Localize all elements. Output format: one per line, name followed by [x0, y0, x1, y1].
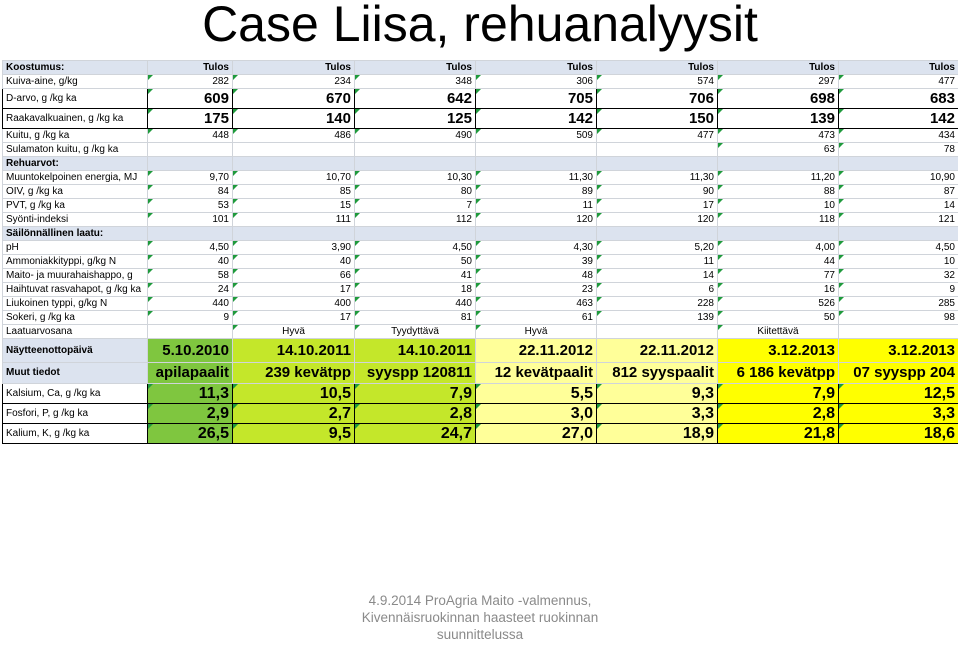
table-cell: 125	[355, 109, 476, 129]
table-cell: Tulos	[476, 61, 597, 75]
table-row	[3, 227, 959, 241]
table-cell	[148, 157, 233, 171]
table-row	[3, 109, 959, 129]
table-cell: 12,5	[839, 384, 959, 404]
footer-line-1: 4.9.2014 ProAgria Maito -valmennus,	[368, 593, 592, 608]
table-cell: 150	[597, 109, 718, 129]
row-label: Kuiva-aine, g/kg	[3, 75, 148, 89]
table-cell	[476, 157, 597, 171]
table-cell: 10,70	[233, 171, 355, 185]
table-cell: 477	[839, 75, 959, 89]
table-cell: 87	[839, 185, 959, 199]
table-cell: 440	[355, 297, 476, 311]
table-cell: 9	[148, 311, 233, 325]
table-cell	[839, 157, 959, 171]
slide-title: Case Liisa, rehuanalyysit	[202, 0, 758, 52]
table-cell: 88	[718, 185, 839, 199]
table-cell: 477	[597, 129, 718, 143]
table-cell: 3,0	[476, 404, 597, 424]
footer-line-2: Kivennäisruokinnan haasteet ruokinnan	[361, 610, 599, 625]
table-cell: 10,90	[839, 171, 959, 185]
row-label: Sokeri, g /kg ka	[3, 311, 148, 325]
table-cell: 41	[355, 269, 476, 283]
row-label: Liukoinen typpi, g/kg N	[3, 297, 148, 311]
feed-analysis-table	[2, 60, 958, 444]
table-row	[3, 311, 959, 325]
table-row	[3, 89, 959, 109]
table-cell: 112	[355, 213, 476, 227]
table-cell: Kiitettävä	[718, 325, 839, 339]
table-row	[3, 424, 959, 444]
row-label: Haihtuvat rasvahapot, g /kg ka	[3, 283, 148, 297]
table-cell: 11,30	[597, 171, 718, 185]
table-cell: 463	[476, 297, 597, 311]
table-cell: 2,8	[718, 404, 839, 424]
table-cell: 21,8	[718, 424, 839, 444]
table-cell	[476, 143, 597, 157]
table-cell	[597, 143, 718, 157]
row-label: D-arvo, g /kg ka	[3, 89, 148, 109]
table-cell: 698	[718, 89, 839, 109]
table-cell: 98	[839, 311, 959, 325]
table-cell	[148, 143, 233, 157]
row-label: Muut tiedot	[3, 363, 148, 384]
table-cell: 642	[355, 89, 476, 109]
table-cell: 11	[476, 199, 597, 213]
table-cell: 486	[233, 129, 355, 143]
table-cell: 11	[597, 255, 718, 269]
table-cell: 14	[839, 199, 959, 213]
table-cell: 3,3	[839, 404, 959, 424]
table-cell	[148, 325, 233, 339]
table-cell: 142	[839, 109, 959, 129]
table-cell: 14.10.2011	[355, 339, 476, 363]
table-cell: 142	[476, 109, 597, 129]
row-label: Rehuarvot:	[3, 157, 148, 171]
table-cell	[839, 227, 959, 241]
table-row	[3, 199, 959, 213]
table-cell: 3,3	[597, 404, 718, 424]
row-label: PVT, g /kg ka	[3, 199, 148, 213]
table-cell: 6	[597, 283, 718, 297]
table-cell: 18,6	[839, 424, 959, 444]
table-cell: 15	[233, 199, 355, 213]
table-cell: 2,9	[148, 404, 233, 424]
table-cell: 14.10.2011	[233, 339, 355, 363]
table-cell: 89	[476, 185, 597, 199]
table-cell	[718, 227, 839, 241]
table-cell: 44	[718, 255, 839, 269]
table-cell: 683	[839, 89, 959, 109]
table-cell: 7,9	[718, 384, 839, 404]
table-cell: Tulos	[355, 61, 476, 75]
table-cell: 297	[718, 75, 839, 89]
row-label: OIV, g /kg ka	[3, 185, 148, 199]
table-cell: 50	[355, 255, 476, 269]
row-label: Syönti-indeksi	[3, 213, 148, 227]
table-row	[3, 384, 959, 404]
table-cell: 440	[148, 297, 233, 311]
table-cell: 10,5	[233, 384, 355, 404]
table-cell: 2,7	[233, 404, 355, 424]
table-cell: 40	[148, 255, 233, 269]
row-label: Säilönnällinen laatu:	[3, 227, 148, 241]
table-cell: apilapaalit	[148, 363, 233, 384]
footer-line-3: suunnittelussa	[436, 627, 524, 642]
table-cell: 81	[355, 311, 476, 325]
table-row	[3, 157, 959, 171]
table-cell: 84	[148, 185, 233, 199]
table-cell: 120	[597, 213, 718, 227]
table-cell: 228	[597, 297, 718, 311]
table-cell: 90	[597, 185, 718, 199]
slide-footer	[280, 592, 680, 643]
table-row	[3, 297, 959, 311]
table-cell: 39	[476, 255, 597, 269]
table-row	[3, 255, 959, 269]
row-label: Maito- ja muurahaishappo, g	[3, 269, 148, 283]
table-cell: 5.10.2010	[148, 339, 233, 363]
table-cell: 9,70	[148, 171, 233, 185]
table-cell: 11,30	[476, 171, 597, 185]
table-cell: 3,90	[233, 241, 355, 255]
table-cell: 448	[148, 129, 233, 143]
table-cell: 27,0	[476, 424, 597, 444]
table-cell: 490	[355, 129, 476, 143]
table-cell: 120	[476, 213, 597, 227]
table-cell: 175	[148, 109, 233, 129]
row-label: Ammoniakkityppi, g/kg N	[3, 255, 148, 269]
table-cell: 80	[355, 185, 476, 199]
table-cell: 18,9	[597, 424, 718, 444]
table-cell: 4,50	[355, 241, 476, 255]
table-cell: 285	[839, 297, 959, 311]
table-cell	[355, 227, 476, 241]
table-cell: 473	[718, 129, 839, 143]
table-cell: 17	[233, 283, 355, 297]
table-row	[3, 171, 959, 185]
table-cell: 239 kevätpp	[233, 363, 355, 384]
table-cell: 07 syyspp 204	[839, 363, 959, 384]
table-cell	[233, 227, 355, 241]
table-cell: 9	[839, 283, 959, 297]
table-cell: 78	[839, 143, 959, 157]
table-cell: 400	[233, 297, 355, 311]
table-cell: 22.11.2012	[597, 339, 718, 363]
table-cell: 23	[476, 283, 597, 297]
table-row	[3, 339, 959, 363]
table-cell: 85	[233, 185, 355, 199]
table-cell: 4,50	[839, 241, 959, 255]
table-cell: Tyydyttävä	[355, 325, 476, 339]
table-cell: 10	[839, 255, 959, 269]
table-cell: 705	[476, 89, 597, 109]
table-cell: 140	[233, 109, 355, 129]
table-cell: 434	[839, 129, 959, 143]
table-row	[3, 241, 959, 255]
table-cell: 509	[476, 129, 597, 143]
table-row	[3, 61, 959, 75]
table-cell: 14	[597, 269, 718, 283]
row-label: Sulamaton kuitu, g /kg ka	[3, 143, 148, 157]
table-cell: Tulos	[148, 61, 233, 75]
table-cell: 66	[233, 269, 355, 283]
table-cell: 812 syyspaalit	[597, 363, 718, 384]
table-cell: Tulos	[233, 61, 355, 75]
table-cell: 32	[839, 269, 959, 283]
row-label: Kalium, K, g /kg ka	[3, 424, 148, 444]
table-cell: 58	[148, 269, 233, 283]
row-label: pH	[3, 241, 148, 255]
table-cell: 11,20	[718, 171, 839, 185]
table-cell: 4,30	[476, 241, 597, 255]
table-cell: 9,5	[233, 424, 355, 444]
row-label: Näytteenottopäivä	[3, 339, 148, 363]
table-cell	[355, 157, 476, 171]
table-cell: 24	[148, 283, 233, 297]
table-cell: 7	[355, 199, 476, 213]
table-cell: 5,20	[597, 241, 718, 255]
row-label: Kuitu, g /kg ka	[3, 129, 148, 143]
table-cell: 11,3	[148, 384, 233, 404]
table-cell	[597, 157, 718, 171]
table-cell: 574	[597, 75, 718, 89]
table-row	[3, 269, 959, 283]
table-row	[3, 283, 959, 297]
table-cell: 3.12.2013	[839, 339, 959, 363]
table-row	[3, 129, 959, 143]
row-label: Laatuarvosana	[3, 325, 148, 339]
table-cell: 139	[597, 311, 718, 325]
table-cell: 2,8	[355, 404, 476, 424]
table-row	[3, 143, 959, 157]
row-label: Raakavalkuainen, g /kg ka	[3, 109, 148, 129]
table-cell	[718, 157, 839, 171]
table-cell: 53	[148, 199, 233, 213]
table-cell: 139	[718, 109, 839, 129]
table-row	[3, 185, 959, 199]
table-cell: 61	[476, 311, 597, 325]
table-cell	[233, 143, 355, 157]
table-cell: 609	[148, 89, 233, 109]
table-row	[3, 363, 959, 384]
table-cell: Tulos	[839, 61, 959, 75]
table-cell: 282	[148, 75, 233, 89]
table-cell	[597, 227, 718, 241]
table-cell: 77	[718, 269, 839, 283]
table-cell: Hyvä	[233, 325, 355, 339]
table-cell: 234	[233, 75, 355, 89]
row-label: Fosfori, P, g /kg ka	[3, 404, 148, 424]
table-cell: 9,3	[597, 384, 718, 404]
table-cell: 10,30	[355, 171, 476, 185]
table-cell: 24,7	[355, 424, 476, 444]
table-cell	[597, 325, 718, 339]
table-cell: 348	[355, 75, 476, 89]
table-cell: 40	[233, 255, 355, 269]
table-cell	[233, 157, 355, 171]
table-row	[3, 325, 959, 339]
table-cell: 22.11.2012	[476, 339, 597, 363]
table-cell	[839, 325, 959, 339]
table-cell: Tulos	[597, 61, 718, 75]
table-cell: 101	[148, 213, 233, 227]
table-cell: 16	[718, 283, 839, 297]
table-row	[3, 75, 959, 89]
table-cell: 526	[718, 297, 839, 311]
table-cell: 306	[476, 75, 597, 89]
table-cell: Hyvä	[476, 325, 597, 339]
row-label: Koostumus:	[3, 61, 148, 75]
row-label: Muuntokelpoinen energia, MJ	[3, 171, 148, 185]
spreadsheet	[2, 60, 958, 456]
table-row	[3, 213, 959, 227]
table-cell: 121	[839, 213, 959, 227]
table-cell: 4,00	[718, 241, 839, 255]
table-cell	[355, 143, 476, 157]
table-cell: 18	[355, 283, 476, 297]
table-row	[3, 404, 959, 424]
table-cell: Tulos	[718, 61, 839, 75]
table-cell: 50	[718, 311, 839, 325]
table-cell: 63	[718, 143, 839, 157]
table-cell: 17	[597, 199, 718, 213]
table-cell: 17	[233, 311, 355, 325]
table-cell: 706	[597, 89, 718, 109]
table-cell: 10	[718, 199, 839, 213]
table-cell: 111	[233, 213, 355, 227]
table-cell: 3.12.2013	[718, 339, 839, 363]
table-cell: 26,5	[148, 424, 233, 444]
row-label: Kalsium, Ca, g /kg ka	[3, 384, 148, 404]
table-cell: 118	[718, 213, 839, 227]
table-cell: 5,5	[476, 384, 597, 404]
table-cell: 48	[476, 269, 597, 283]
table-cell: 670	[233, 89, 355, 109]
table-cell: 12 kevätpaalit	[476, 363, 597, 384]
table-cell: 6 186 kevätpp	[718, 363, 839, 384]
table-cell: 7,9	[355, 384, 476, 404]
table-cell	[148, 227, 233, 241]
table-cell: syyspp 120811	[355, 363, 476, 384]
table-cell	[476, 227, 597, 241]
table-cell: 4,50	[148, 241, 233, 255]
